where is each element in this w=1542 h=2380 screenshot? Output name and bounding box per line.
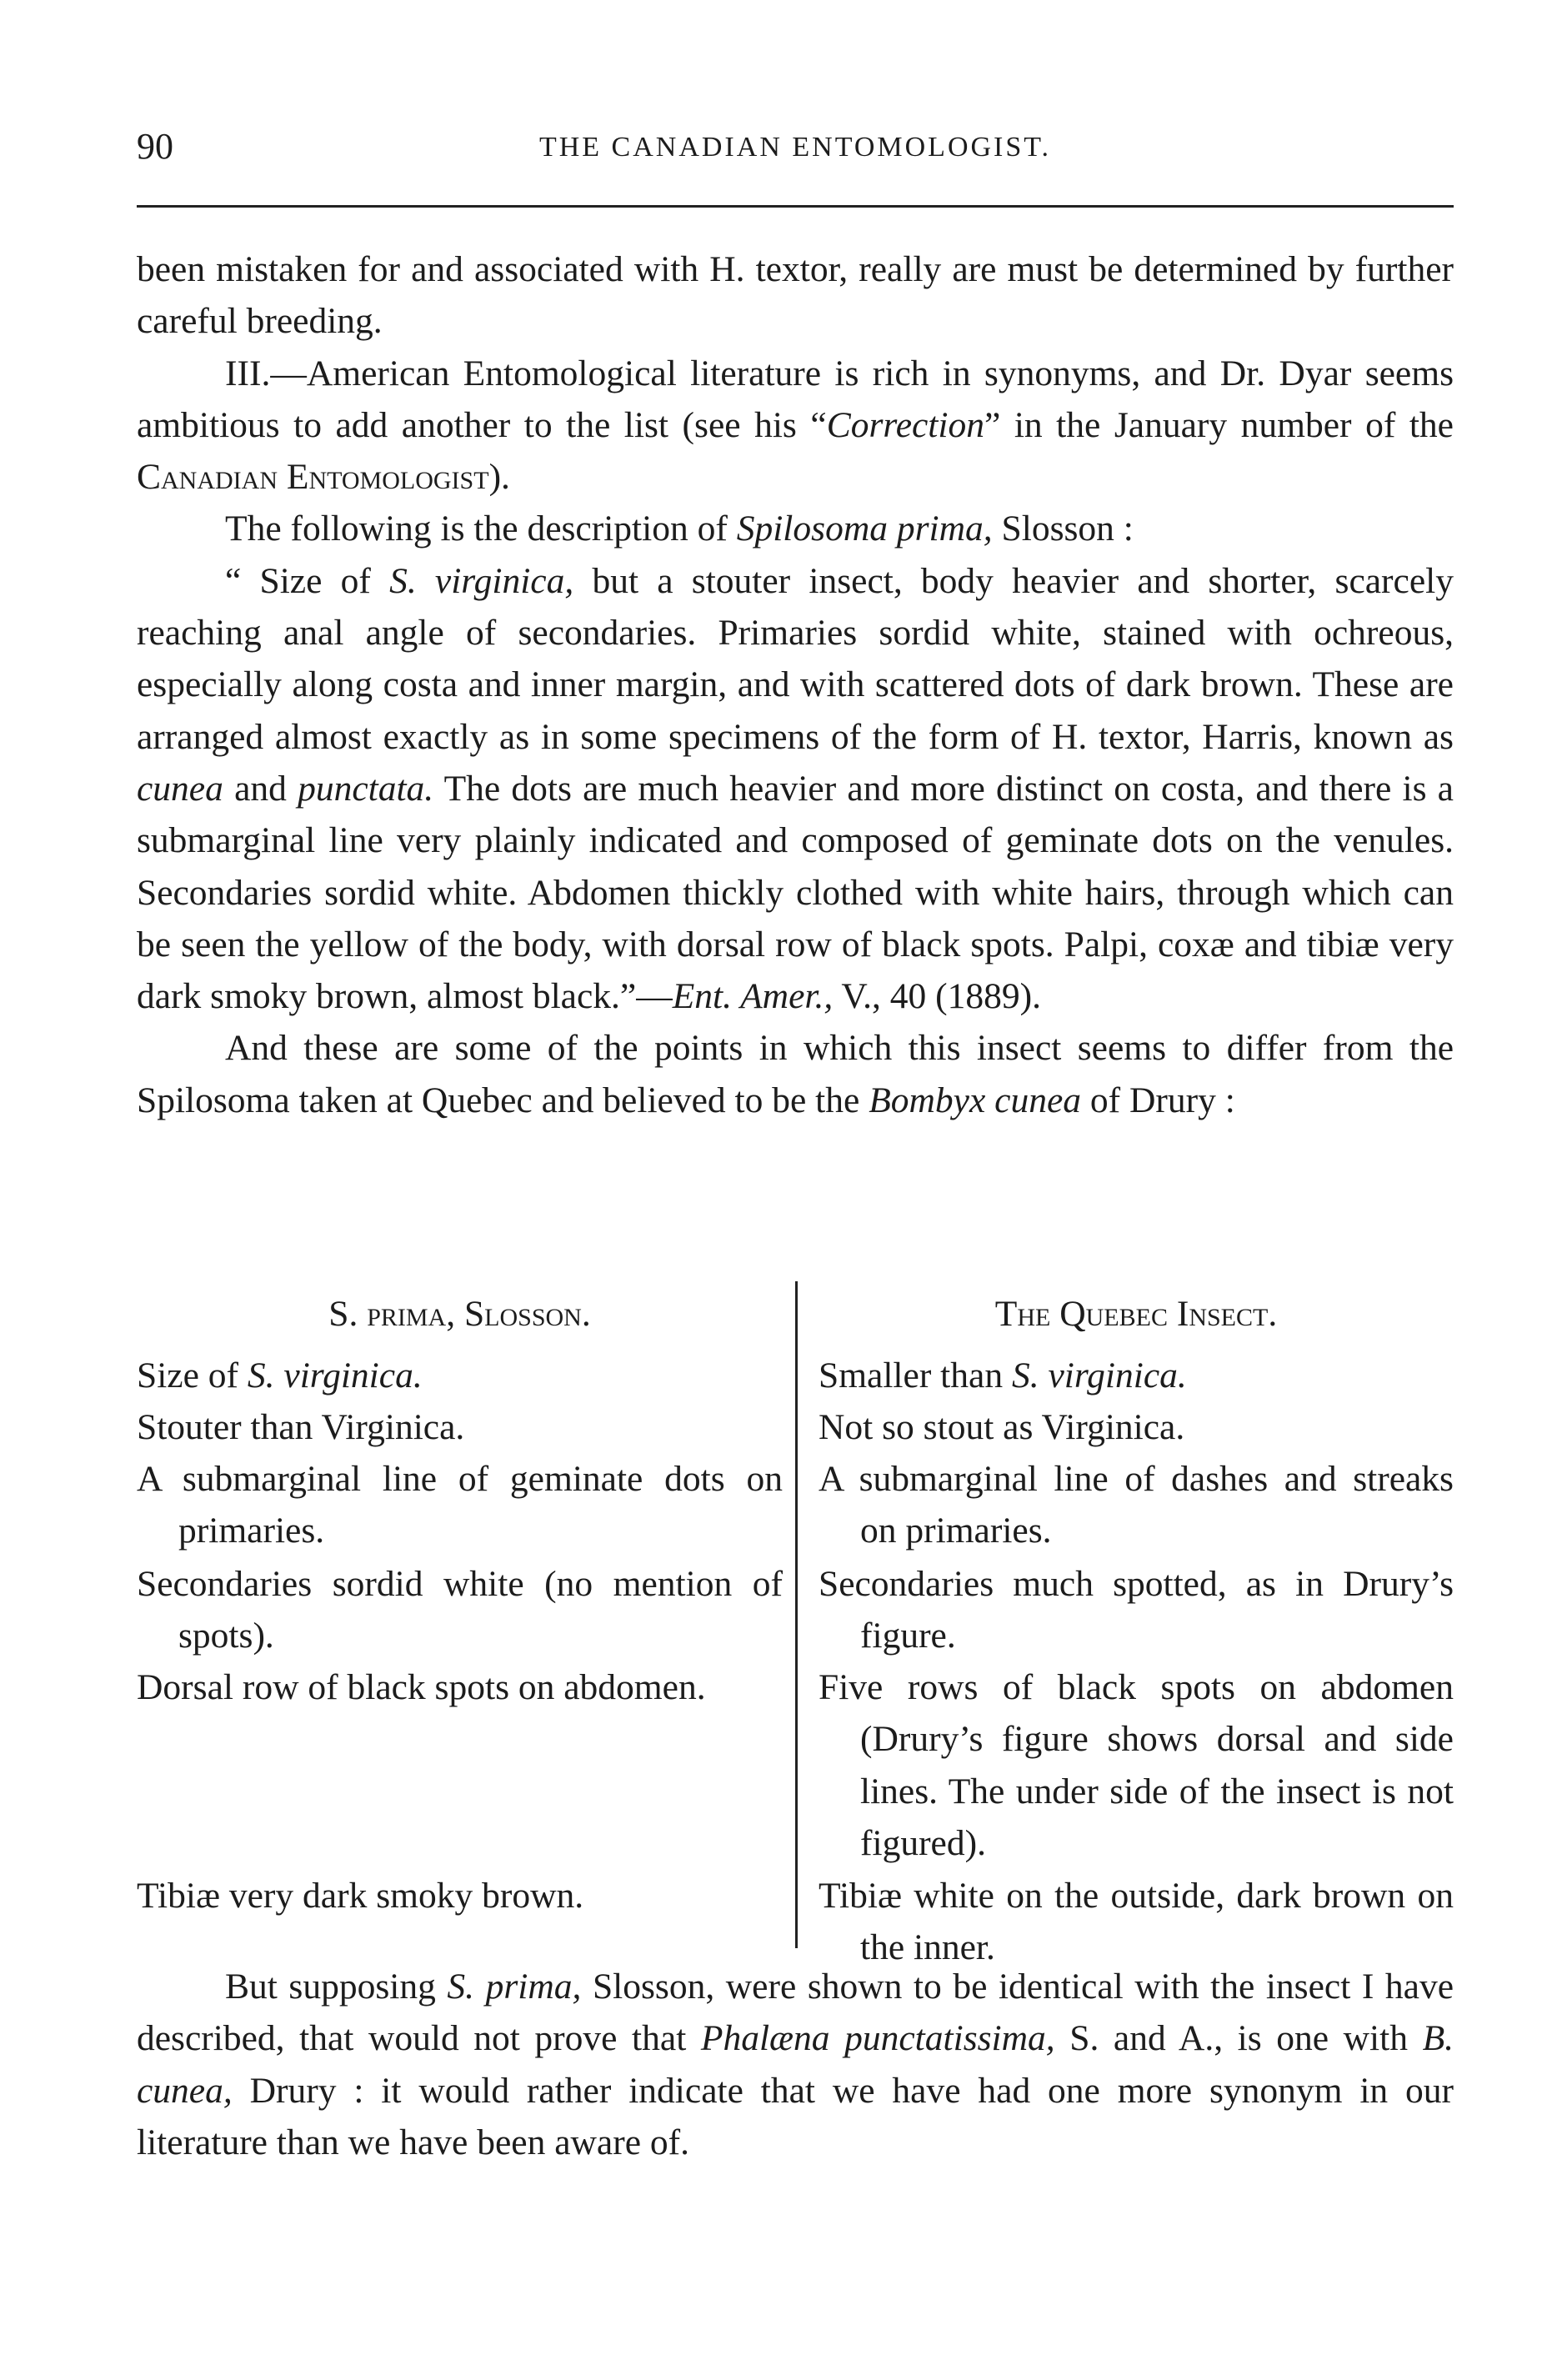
page-header: [137, 125, 1454, 175]
column-divider: [795, 1281, 798, 1948]
paragraph-description-intro: The following is the description of Spilosoma prima, Slosson :: [225, 509, 1134, 549]
comparison-row-submarginal-line: A submarginal line of dashes and streaks on primaries.: [819, 1459, 1454, 1551]
comparison-row-secondaries: Secondaries sordid white (no mention of spots).: [137, 1564, 783, 1656]
body-text-top: [137, 243, 1454, 1126]
paragraph-continuation: been mistaken for and associated with H. textor, really are must be determined by further careful breeding.: [137, 249, 1454, 342]
comparison-row-size: Smaller than S. virginica.: [819, 1355, 1187, 1395]
paragraph-conclusion: But supposing S. prima, Slosson, were shown to be identical with the insect I have described, that would not prove that Phalæna punctatissima, S. and A., is one with B. cunea, Drury : it would rather indicate that we have had one more synonym in our literature than we have been aware of.: [137, 1967, 1454, 2162]
comparison-row-size: Size of S. virginica.: [137, 1355, 423, 1395]
comparison-table: [137, 1288, 1454, 1968]
page-number: 90: [137, 126, 173, 167]
column-heading-s-prima: S. prima, Slosson.: [328, 1294, 591, 1334]
column-heading-quebec-insect: The Quebec Insect.: [994, 1294, 1278, 1334]
block-quote-description: “ Size of S. virginica, but a stouter insect, body heavier and shorter, scarcely reaching anal angle of secondaries. Primaries sordid white, stained with ochreous, especially along costa and inner margin, and with scattered dots of dark brown. These are arranged almost exactly as in some specimens of the form of H. textor, Harris, known as cunea and punctata. The dots are much heavier and more distinct on costa, and there is a submarginal line very plainly indicated and composed of geminate dots on the venules. Secondaries sordid white. Abdomen thickly clothed with white hairs, through which can be seen the yellow of the body, with dorsal row of black spots. Palpi, coxæ and tibiæ very dark smoky brown, almost black.”—Ent. Amer., V., 40 (1889).: [137, 560, 1454, 1017]
comparison-row-tibiae: Tibiæ white on the outside, dark brown on the inner.: [819, 1876, 1454, 1968]
header-rule: [137, 205, 1454, 208]
comparison-row-secondaries: Secondaries much spotted, as in Drury’s figure.: [819, 1564, 1454, 1656]
comparison-row-abdomen-spots: Five rows of black spots on abdomen (Drury’s figure shows dorsal and side lines. The under side of the insect is not figured).: [819, 1667, 1454, 1863]
running-title: THE CANADIAN ENTOMOLOGIST.: [538, 132, 1052, 163]
comparison-row-tibiae: Tibiæ very dark smoky brown.: [137, 1876, 584, 1916]
paragraph-points-of-difference: And these are some of the points in which this insect seems to differ from the Spilosoma taken at Quebec and believed to be the Bombyx cunea of Drury :: [137, 1028, 1454, 1120]
paragraph-synonyms: III.—American Entomological literature is rich in synonyms, and Dr. Dyar seems ambitious to add another to the list (see his “Correction” in the January number of the Canadian Entomologist).: [137, 353, 1454, 498]
comparison-row-abdomen-spots: Dorsal row of black spots on abdomen.: [137, 1667, 706, 1707]
body-text-bottom: [137, 1961, 1454, 2168]
comparison-row-stoutness: Not so stout as Virginica.: [819, 1407, 1185, 1447]
comparison-row-submarginal-line: A submarginal line of geminate dots on primaries.: [137, 1459, 783, 1551]
comparison-row-stoutness: Stouter than Virginica.: [137, 1407, 465, 1447]
